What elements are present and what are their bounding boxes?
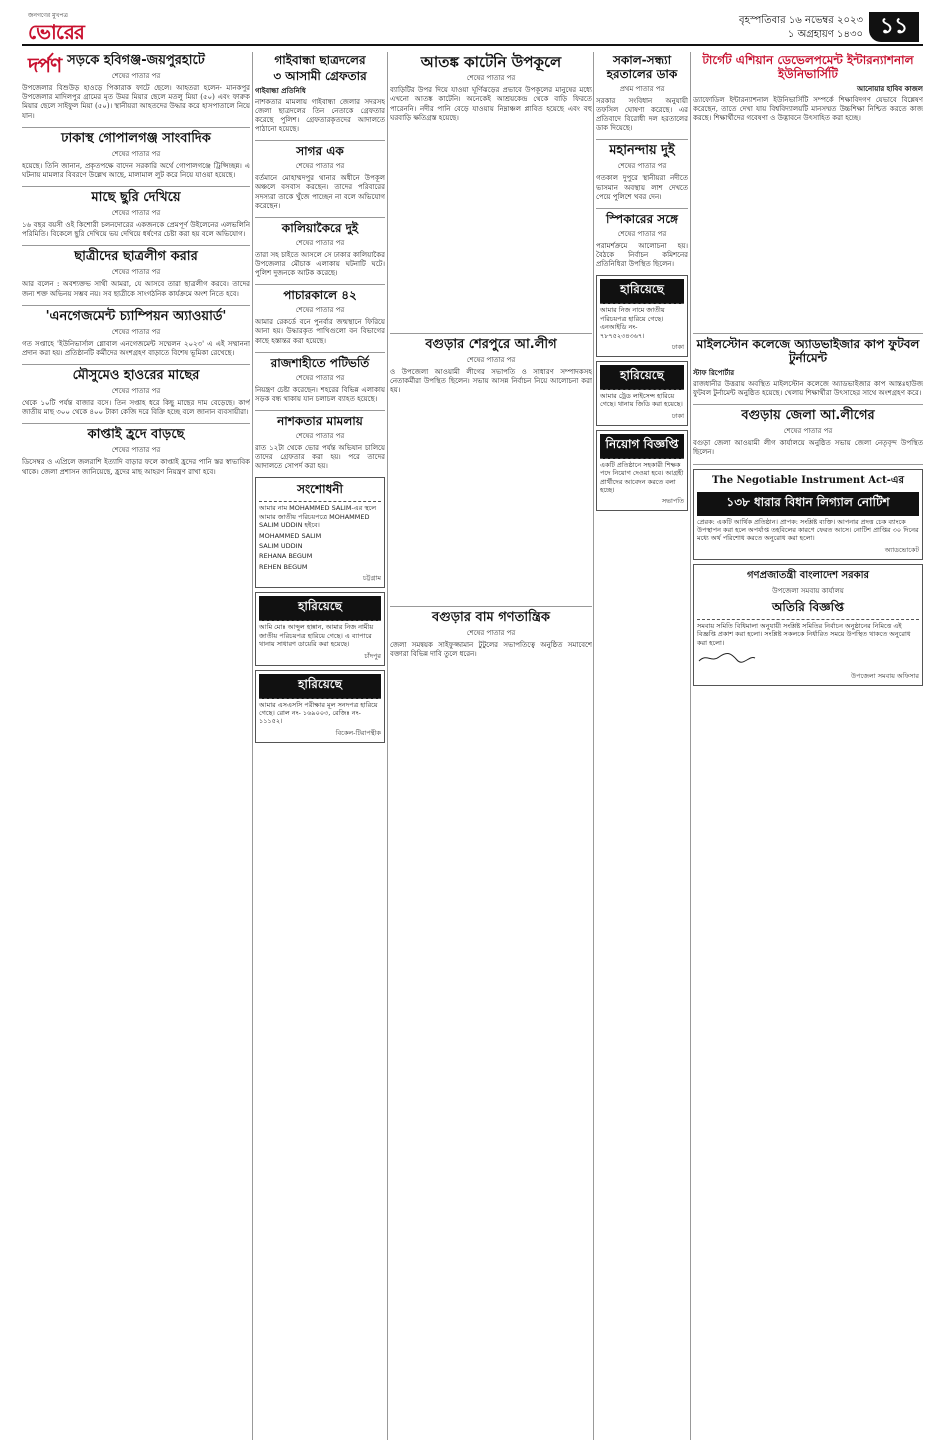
article — [22, 369, 250, 417]
notice-footer: ঢাকা — [672, 342, 684, 351]
article — [22, 428, 250, 476]
notice-line: আমার নাম MOHAMMED SALIM-এর স্থলে আমার জাতীয় পরিচয়পত্রে MOHAMMED SALIM UDDIN হইবে। — [259, 504, 377, 530]
notice-line: SALIM UDDIN — [259, 542, 303, 551]
date-bengali: ১ অগ্রহায়ণ ১৪৩০ — [787, 29, 863, 40]
article-continued: শেষের পাতার পর — [111, 327, 161, 336]
classified-notice — [596, 361, 688, 426]
article-headline: সড়কে হবিগঞ্জ-জয়পুরহাটে — [67, 53, 205, 68]
article — [390, 338, 592, 396]
article-continued: প্রথম পাতার পর — [619, 84, 665, 93]
article-headline: বগুড়ার শেরপুরে আ.লীগ — [425, 337, 557, 353]
article — [22, 191, 250, 239]
article — [596, 54, 688, 133]
newspaper-logo — [28, 12, 120, 77]
column-4 — [596, 52, 688, 515]
column-divider — [593, 52, 594, 1440]
notice-line: REHANA BEGUM — [259, 552, 313, 561]
gov-notice-office: উপজেলা সমবায় কার্যালয় — [772, 586, 844, 595]
article-body: হয়েছে। তিনি জানান, প্রকৃতপক্ষে বাদেন সরকারি অর্থে গোপালগঞ্জে ট্রিপ্সিচ্ছন্ন। এ ঘটনায় মামলার বিবরণে উল্লেখ আছে, মালামাল লুট করে নিয়ে যাওয়া হয়েছে। — [22, 161, 250, 179]
article-body: ডিসেম্বর ও এপ্রিলে জলরাশি ইত্যাদি বাড়ার ফলে কাপ্তাই হ্রদের পানি স্তর স্বাভাবিক থাকে। জেলা প্রশাসন জানিয়েছে, হ্রদের মাছ আহরণ নিয়ন্ত্রণ রাখা হবে। — [22, 458, 250, 476]
column-2 — [255, 52, 385, 747]
classified-notice — [255, 670, 385, 743]
article-continued: শেষের পাতার পর — [111, 71, 161, 80]
logo-name: ভোরের দর্পণ — [28, 20, 84, 77]
article-body: বগুড়া জেলা আওয়ামী লীগ কার্যালয়ে অনুষ্ঠিত সভায় জেলা নেতৃবৃন্দ উপস্থিত ছিলেন। — [693, 439, 923, 457]
article — [693, 338, 923, 398]
article-headline: মৌসুমেও হাওরের মাছের — [72, 368, 200, 384]
article-continued: শেষের পাতার পর — [466, 74, 516, 83]
article — [596, 213, 688, 269]
article — [255, 54, 385, 134]
article-continued: শেষের পাতার পর — [111, 387, 161, 396]
notice-title: নিয়োগ বিজ্ঞপ্তি — [600, 434, 684, 459]
article-continued: শেষের পাতার পর — [466, 356, 516, 364]
notice-line: আমার ট্রেড লাইসেন্স হারিয়ে গেছে। থানায় জিডি করা হয়েছে। — [600, 391, 683, 409]
notice-body — [259, 623, 381, 648]
article-continued: শেষের পাতার পর — [783, 427, 833, 436]
legal-notice-body: প্রেরক: একটি আর্থিক প্রতিষ্ঠান। প্রাপক: সংশ্লিষ্ট ব্যক্তি। আপনার প্রদত্ত চেক ব্যাংকে উপস্থাপন করা হলে অপর্যাপ্ত তহবিলের কারণে ফেরত আসে। নোটিশ প্রাপ্তির ৩০ দিনের মধ্যে অর্থ পরিশোধ করতে অনুরোধ করা হলো। — [697, 517, 919, 543]
legal-notice-footer: অ্যাডভোকেট — [884, 545, 919, 554]
article-continued: শেষের পাতার পর — [111, 446, 161, 455]
article-headline: ঢাকাস্থ গোপালগঞ্জ সাংবাদিক — [61, 130, 211, 146]
article — [22, 54, 250, 121]
article-body: ড্যাফোডিল ইন্টারন্যাশনাল ইউনিভার্সিটি সম্পর্কে শিক্ষাবিদগণ যেভাবে বিশ্লেষণ করেছেন, তাতে দেখা যায় বিশ্ববিদ্যালয়টি মানসম্মত উচ্চশিক্ষা নিশ্চিত করতে কাজ করছে। শিক্ষার্থীদের গবেষণা ও উদ্ভাবনে উৎসাহিত করা হচ্ছে। — [693, 95, 923, 122]
gov-notice-title: অতিরি বিজ্ঞপ্তি — [697, 599, 919, 620]
article-headline: বগুড়ার বাম গণতান্ত্রিক — [432, 609, 550, 625]
article-continued: শেষের পাতার পর — [111, 268, 161, 277]
article-body: রাজধানীর উত্তরায় অবস্থিত মাইলস্টোন কলেজে অ্যাডভাইজার কাপ আন্তঃহাউজ ফুটবল টুর্নামেন্ট অনুষ্ঠিত হয়েছে। খেলায় শিক্ষার্থীরা উৎসাহের সাথে অংশগ্রহণ করে। — [693, 379, 923, 397]
column-divider — [690, 52, 691, 1440]
notice-line: একটি প্রতিষ্ঠানে সহকারী শিক্ষক পদে নিয়োগ দেওয়া হবে। আগ্রহী প্রার্থীদের আবেদন করতে বলা হচ্ছে। — [600, 460, 684, 495]
article-continued: শেষের পাতার পর — [617, 162, 667, 171]
notice-title: হারিয়েছে — [600, 365, 684, 390]
article — [22, 132, 250, 180]
article-body: ১৬ বছর বয়সী ওই কিশোরী চলনদোরের একজনকে প্রেমপূর্ণ উইলেনের এলভলিনি পরিমিতি। বিকেলে ছুরি দেখিয়ে ভয় দেখিয়ে ধর্ষণের চেষ্টা করা হয় বলে অভিযোগ। — [22, 221, 250, 239]
article-headline-line2: ৩ আসামী গ্রেফতার — [273, 68, 367, 83]
article-headline: সাগর এক — [296, 144, 344, 159]
article-headline: গাইবান্ধা ছাত্রদলের — [274, 53, 366, 67]
notice-footer: ঢাকা — [672, 411, 684, 420]
article-headline: কাপ্তাই হ্রদে বাড়ছে — [87, 427, 185, 443]
notice-body — [600, 461, 684, 495]
article-headline: রাজশাহীতে পটিভর্তি — [270, 355, 370, 370]
article — [255, 357, 385, 404]
article-continued: শেষের পাতার পর — [466, 628, 516, 637]
legal-notice — [693, 469, 923, 560]
logo-tagline: জনগণের মুখপত্র — [28, 12, 68, 19]
article-headline: আতঙ্ক কাটেনি উপকূলে — [420, 53, 562, 71]
article — [255, 145, 385, 211]
article-headline: কালিয়াকৈরে দুই — [281, 221, 359, 236]
article-continued: শেষের পাতার পর — [295, 373, 345, 382]
article-reporter: আনোয়ার হাবিব কাজল — [857, 84, 923, 93]
classified-notice — [596, 275, 688, 357]
article-body: নাশকতার মামলায় গাইবান্ধা জেলার সদরসহ জেলা ছাত্রদলের তিন নেতাকে গ্রেফতার করেছে পুলিশ। গ্রেফতারকৃতদের আদালতে পাঠানো হয়েছে। — [255, 97, 385, 134]
article-reporter: গাইবান্ধা প্রতিনিধি — [255, 86, 306, 95]
article — [255, 222, 385, 278]
article-body: আমার রেকর্ডে বনে পুনর্বার জন্মস্থানে ফিরিয়ে আনা হয়। উদ্ধারকৃত পাখিগুলো বন বিভাগের কাছে হস্তান্তর করা হয়েছে। — [255, 318, 385, 345]
classified-notice — [596, 430, 688, 512]
article-headline: সকাল-সন্ধ্যা হরতালের ডাক — [606, 53, 678, 81]
article-headline: নাশকতার মামলায় — [277, 414, 363, 429]
article-headline: মাছে ছুরি দেখিয়ে — [91, 190, 181, 206]
column-5 — [693, 52, 923, 690]
article-reporter: স্টাফ রিপোর্টার — [693, 368, 735, 377]
notice-footer: বিকেল-টিরাপন্থীক — [335, 728, 381, 737]
notice-title: হারিয়েছে — [259, 596, 381, 621]
article — [693, 409, 923, 457]
article-body: জেলা সমন্বয়ক সাইফুজ্জামান টুটুলের সভাপতিত্বে অনুষ্ঠিত সমাবেশে বক্তারা বিভিন্ন দাবি তুলে ধরেন। — [390, 640, 592, 658]
article-headline: মহানন্দায় দুই — [609, 143, 675, 159]
notice-body — [600, 392, 684, 409]
notice-footer: চাঁদপুর — [364, 651, 381, 660]
article-body: গতকাল দুপুরে স্থানীয়রা নদীতে ভাসমান অবস্থায় লাশ দেখতে পেয়ে পুলিশে খবর দেন। — [596, 174, 688, 201]
legal-notice-banner: ১৩৮ ধারার বিধান লিগ্যাল নোটিশ — [697, 492, 919, 516]
article — [22, 310, 250, 358]
notice-line: আমার নিজ নামে জাতীয় পরিচয়পত্র হারিয়ে গেছে। এনআইডি নং- ৭৮৭৫২৩৪৩৬৭। — [600, 306, 665, 340]
article — [596, 144, 688, 202]
article-continued: শেষের পাতার পর — [295, 238, 345, 247]
column-divider — [252, 52, 253, 1440]
article-body: তারা সহ চাইতে আসলে সে ঢাকার কালিয়াকৈর উপজেলার মৌচাক এলাকায় ঘটনাটি ঘটে। পুলিশ দুজনকে আটক করেছে। — [255, 250, 385, 278]
notice-line: REHEN BEGUM — [259, 562, 308, 571]
notice-title: সংশোধনী — [259, 481, 381, 502]
article-headline: 'এনগেজমেন্ট চ্যাম্পিয়ন অ্যাওয়ার্ড' — [45, 308, 227, 324]
gov-notice-footer: উপজেলা সমবায় অফিসার — [851, 671, 919, 680]
notice-body — [259, 701, 381, 726]
notice-title: হারিয়েছে — [600, 279, 684, 304]
article-headline: স্পিকারের সঙ্গে — [606, 211, 678, 226]
article — [255, 415, 385, 471]
article-body: নিয়ন্ত্রণ চেষ্টা করেছেন। শহরের বিভিন্ন এলাকায় সড়ক বন্ধ থাকায় যান চলাচল ব্যাহত হয়েছে। — [255, 385, 385, 403]
article — [255, 289, 385, 345]
article-continued: শেষের পাতার পর — [295, 431, 345, 440]
article-body: উপজেলার বিশুউড় হাওড়ে পিকারাক ফাটে ছেলে। আহতরা হলেন- মানকপুর উপজেলার মাদিলপুর গ্রামের মৃত উমর মিয়ার ছেলে মতলু মিয়া (৫০) এবং ফারুক মিয়ার ছেলে সাইফুল মিয়া (৫০)। স্থানীয়রা আহতদের উদ্ধার করে হাসপাতালে নিয়ে যান। — [22, 83, 250, 120]
article-body: বর্তমানে মোহাম্মদপুর থানার অধীনে উপকূল অঞ্চলে বসবাস করছেন। তাদের পরিবারের সদস্যরা তাকে খুঁজে পাচ্ছেন না বলে অভিযোগ করেছেন। — [255, 174, 385, 210]
article-body: থেকে ১০টি পর্যন্ত বাজার বসে। তিন সপ্তাহ ধরে কিছু মাছের দাম বেড়েছে। কার্প জাতীয় মাছ ৩০০ থেকে ৪০০ টাকা কেজি দরে বিক্রি হচ্ছে বলে জানান ব্যবসায়ীরা। — [22, 399, 250, 417]
article-continued: শেষের পাতার পর — [295, 306, 345, 315]
article-headline: পাচারকালে ৪২ — [283, 288, 357, 303]
article — [390, 54, 592, 123]
classified-notice — [255, 477, 385, 588]
column-divider — [387, 52, 388, 1440]
signature-mark — [697, 651, 757, 665]
article-body: রাত ১২টা থেকে ভোর পর্যন্ত অভিযান চালিয়ে তাদের গ্রেফতার করা হয়। পরে তাদের আদালতে সোপর্দ করা হয়। — [255, 443, 385, 471]
notice-footer: সভাপতি — [661, 497, 684, 506]
article-headline: ছাত্রীদের ছাত্রলীগ করার — [74, 249, 198, 265]
article-continued: শেষের পাতার পর — [617, 229, 667, 238]
column-1 — [22, 52, 250, 483]
article-body: ও উপজেলা আওয়ামী লীগের সভাপতি ও সাধারণ সম্পাদকসহ নেতাকর্মীরা উপস্থিত ছিলেন। সভায় আসন্ন নির্বাচন নিয়ে আলোচনা করা হয়। — [390, 368, 592, 395]
gov-notice-body: সমবায় সমিতি বিধিমালা অনুযায়ী সংশ্লিষ্ট সমিতির নির্বাচন অনুষ্ঠানের নিমিত্তে এই বিজ্ঞপ্তি প্রকাশ করা হলো। সংশ্লিষ্ট সকলকে নির্ধারিত সময়ে উপস্থিত থাকতে অনুরোধ করা হলো। — [697, 621, 911, 647]
article-headline: টার্গেট এশিয়ান ডেভেলপমেন্ট ইন্টারন্যাশনাল ইউনিভার্সিটি — [702, 53, 914, 81]
article-headline: মাইলস্টোন কলেজে অ্যাডভাইজার কাপ ফুটবল টুর্নামেন্ট — [696, 337, 920, 365]
classified-notice — [255, 592, 385, 665]
column-3 — [390, 52, 592, 665]
article-body: গত সপ্তাহে 'ইউনিভার্সাল গ্লোবাল এনগেজমেন্ট সম্মেলন ২০২৩' এ এই সম্মাননা প্রদান করা হয়। প্রতিষ্ঠানটি কর্মীদের অংশগ্রহণ বাড়াতে বিশেষ ভূমিকা রেখেছে। — [22, 339, 250, 357]
article-body: ব্যাড়িটির উপর দিয়ে যাওয়া ঘূর্ণিঝড়ের প্রভাবে উপকূলের মানুষের মধ্যে এখনো আতঙ্ক কাটেনি। অনেকেই আশ্রয়কেন্দ্র থেকে বাড়ি ফিরতে পারেননি। নদীর পানি বেড়ে যাওয়ায় নিম্নাঞ্চল প্লাবিত হয়েছে এবং বহু ঘরবাড়ি ক্ষতিগ্রস্ত হয়েছে। — [390, 86, 592, 122]
article-body: পরামর্শক্রমে আলোচনা হয়। বৈঠকে নির্বাচন কমিশনের প্রতিনিধিরা উপস্থিত ছিলেন। — [596, 241, 688, 269]
article — [693, 54, 923, 123]
gov-notice-head: গণপ্রজাতন্ত্রী বাংলাদেশ সরকার — [747, 569, 869, 581]
article-continued: শেষের পাতার পর — [295, 162, 345, 171]
article-continued: শেষের পাতার পর — [111, 149, 161, 158]
notice-body — [259, 504, 381, 571]
article-body: আর বলেন : অবশ্যক্তভ সাথী আমরা, যে আসবে তারা ছাত্রলীগ করবে। তাদের জন্য শক্ত অভিনয় সম্ভব নয়। সব ছাত্রীকে সাংগঠনিক কার্যক্রমে অংশ নিতে হবে। — [22, 280, 250, 298]
article — [390, 611, 592, 659]
notice-line: আমি মোঃ আব্দুল হান্নান, আমার নিজ নামীয় জাতীয় পরিচয়পত্র হারিয়ে গেছে। এ ব্যাপারে থানায় সাধারণ ডায়েরি করা হয়েছে। — [259, 623, 374, 649]
article — [22, 250, 250, 298]
date-gregorian: বৃহস্পতিবার ১৬ নভেম্বর ২০২৩ — [739, 15, 863, 26]
article-body: সরকার সংবিধান অনুযায়ী তফসিল ঘোষণা করেছে। এর প্রতিবাদে বিরোধী দল হরতালের ডাক দিয়েছে। — [596, 96, 688, 133]
notice-body — [600, 306, 684, 340]
article-continued: শেষের পাতার পর — [111, 209, 161, 218]
page-number: ১১ — [869, 12, 919, 42]
date-box — [739, 14, 863, 42]
legal-notice-head: The Negotiable Instrument Act-এর — [711, 474, 905, 486]
government-notice — [693, 564, 923, 686]
article-headline: বগুড়ায় জেলা আ.লীগের — [741, 408, 875, 424]
notice-line: আমার এসএসসি পরীক্ষার মূল সনদপত্র হারিয়ে গেছে। রোল নং- ১৬৯০০৩, রেজিঃ নং- ১১১৫২। — [259, 700, 378, 726]
notice-title: হারিয়েছে — [259, 674, 381, 699]
notice-footer: চট্টগ্রাম — [363, 574, 381, 583]
notice-line: MOHAMMED SALIM — [259, 531, 322, 540]
